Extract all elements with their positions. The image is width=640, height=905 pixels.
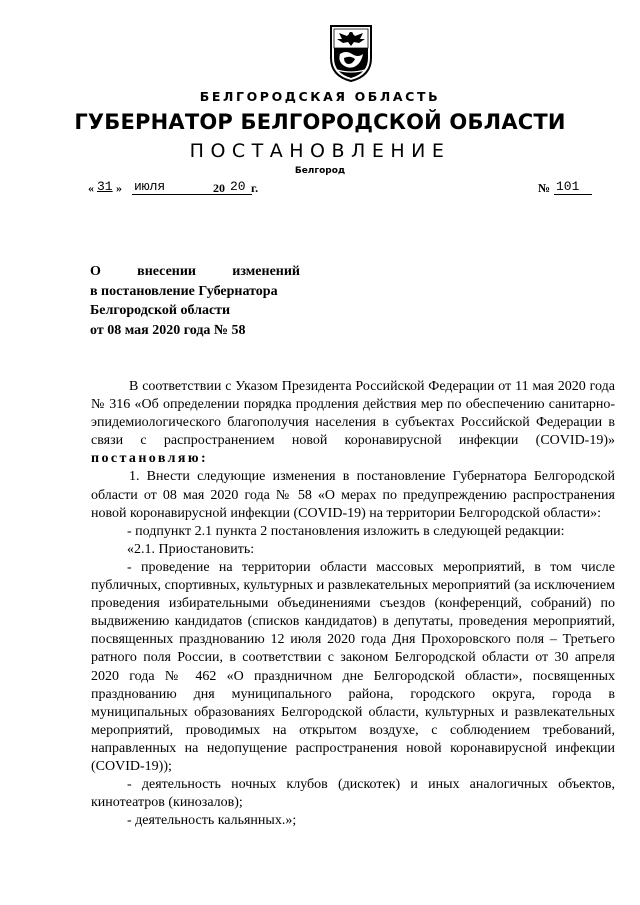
date-year-prefix: 20 xyxy=(213,181,225,195)
subject-line-2: в постановление Губернатора xyxy=(90,283,278,299)
date-month: июля xyxy=(134,179,166,194)
body-paragraph-2: - подпункт 2.1 пункта 2 постановления изложить в следующей редакции: xyxy=(127,523,565,539)
number-value: 101 xyxy=(556,179,580,194)
document-subject xyxy=(90,262,300,340)
date-day: 31 xyxy=(97,179,113,194)
number-underline xyxy=(554,194,592,195)
subject-word: изменений xyxy=(232,264,300,279)
coat-of-arms-icon xyxy=(328,24,374,82)
subject-line-3: Белгородской области xyxy=(90,303,231,318)
date-quote-close: » xyxy=(116,181,122,195)
date-quote-open: « xyxy=(88,181,94,195)
document-number xyxy=(538,179,580,196)
body-paragraph-intro xyxy=(91,378,615,468)
intro-text: В соответствии с Указом Президента Российской Федерации от 11 мая 2020 года № 316 «Об определении порядка продления действия мер по обеспечению санитарно-эпидемиологического благополучия населения в субъектах Российской Федерации в связи с распространением новой коронавирусной инфекции (COVID-19)» xyxy=(91,379,615,449)
city-label: Белгород xyxy=(294,166,346,176)
governor-title: ГУБЕРНАТОР БЕЛГОРОДСКОЙ ОБЛАСТИ xyxy=(74,110,566,134)
document-type: ПОСТАНОВЛЕНИЕ xyxy=(189,140,451,162)
document-body xyxy=(91,378,615,830)
date-underline xyxy=(132,194,252,195)
date-year-suffix: 20 xyxy=(230,179,246,194)
body-paragraph-4: - проведение на территории области массовых мероприятий, в том числе публичных, спортивных, культурных и развлекательных мероприятий (за исключением проведения избирательными объединениями съездов (конференций, собраний) по выдвижению кандидатов (списков кандидатов) в депутаты, проведения мероприятий, посвященных празднованию 12 июля 2020 года Дня Прохоровского поля – Третьего ратного поля России, в соответствии с законом Белгородской области от 30 апреля 2020 года № 462 «О праздничном дне Белгородской области», посвященных празднованию дня муниципального района, городского округа, города в муниципальных образованиях Белгородской области, культурных и развлекательных мероприятий, проводимых на открытом воздухе, с соблюдением требований, направленных на недопущение распространения новой коронавирусной инфекции (COVID-19)); xyxy=(91,559,615,774)
document-date xyxy=(88,179,259,196)
subject-word: О xyxy=(90,264,101,279)
body-paragraph-1: 1. Внести следующие изменения в постановление Губернатора Белгородской области от 08 мая 2020 года № 58 «О мерах по предупреждению распространения новой коронавирусной инфекции (COVID-19) на территории Белгородской области»: xyxy=(91,469,615,521)
body-paragraph-5: - деятельность ночных клубов (дискотек) и иных аналогичных объектов, кинотеатров (кинозалов); xyxy=(91,777,615,811)
decree-word: постановляю: xyxy=(91,451,209,467)
subject-line-1 xyxy=(90,262,300,282)
body-paragraph-3: «2.1. Приостановить: xyxy=(127,541,255,557)
body-paragraph-6: - деятельность кальянных.»; xyxy=(127,813,297,829)
subject-word: внесении xyxy=(137,264,196,279)
date-year-unit: г. xyxy=(251,181,259,195)
region-title: БЕЛГОРОДСКАЯ ОБЛАСТЬ xyxy=(199,89,441,104)
subject-line-4: от 08 мая 2020 года № 58 xyxy=(90,322,246,338)
number-prefix: № xyxy=(538,181,551,195)
